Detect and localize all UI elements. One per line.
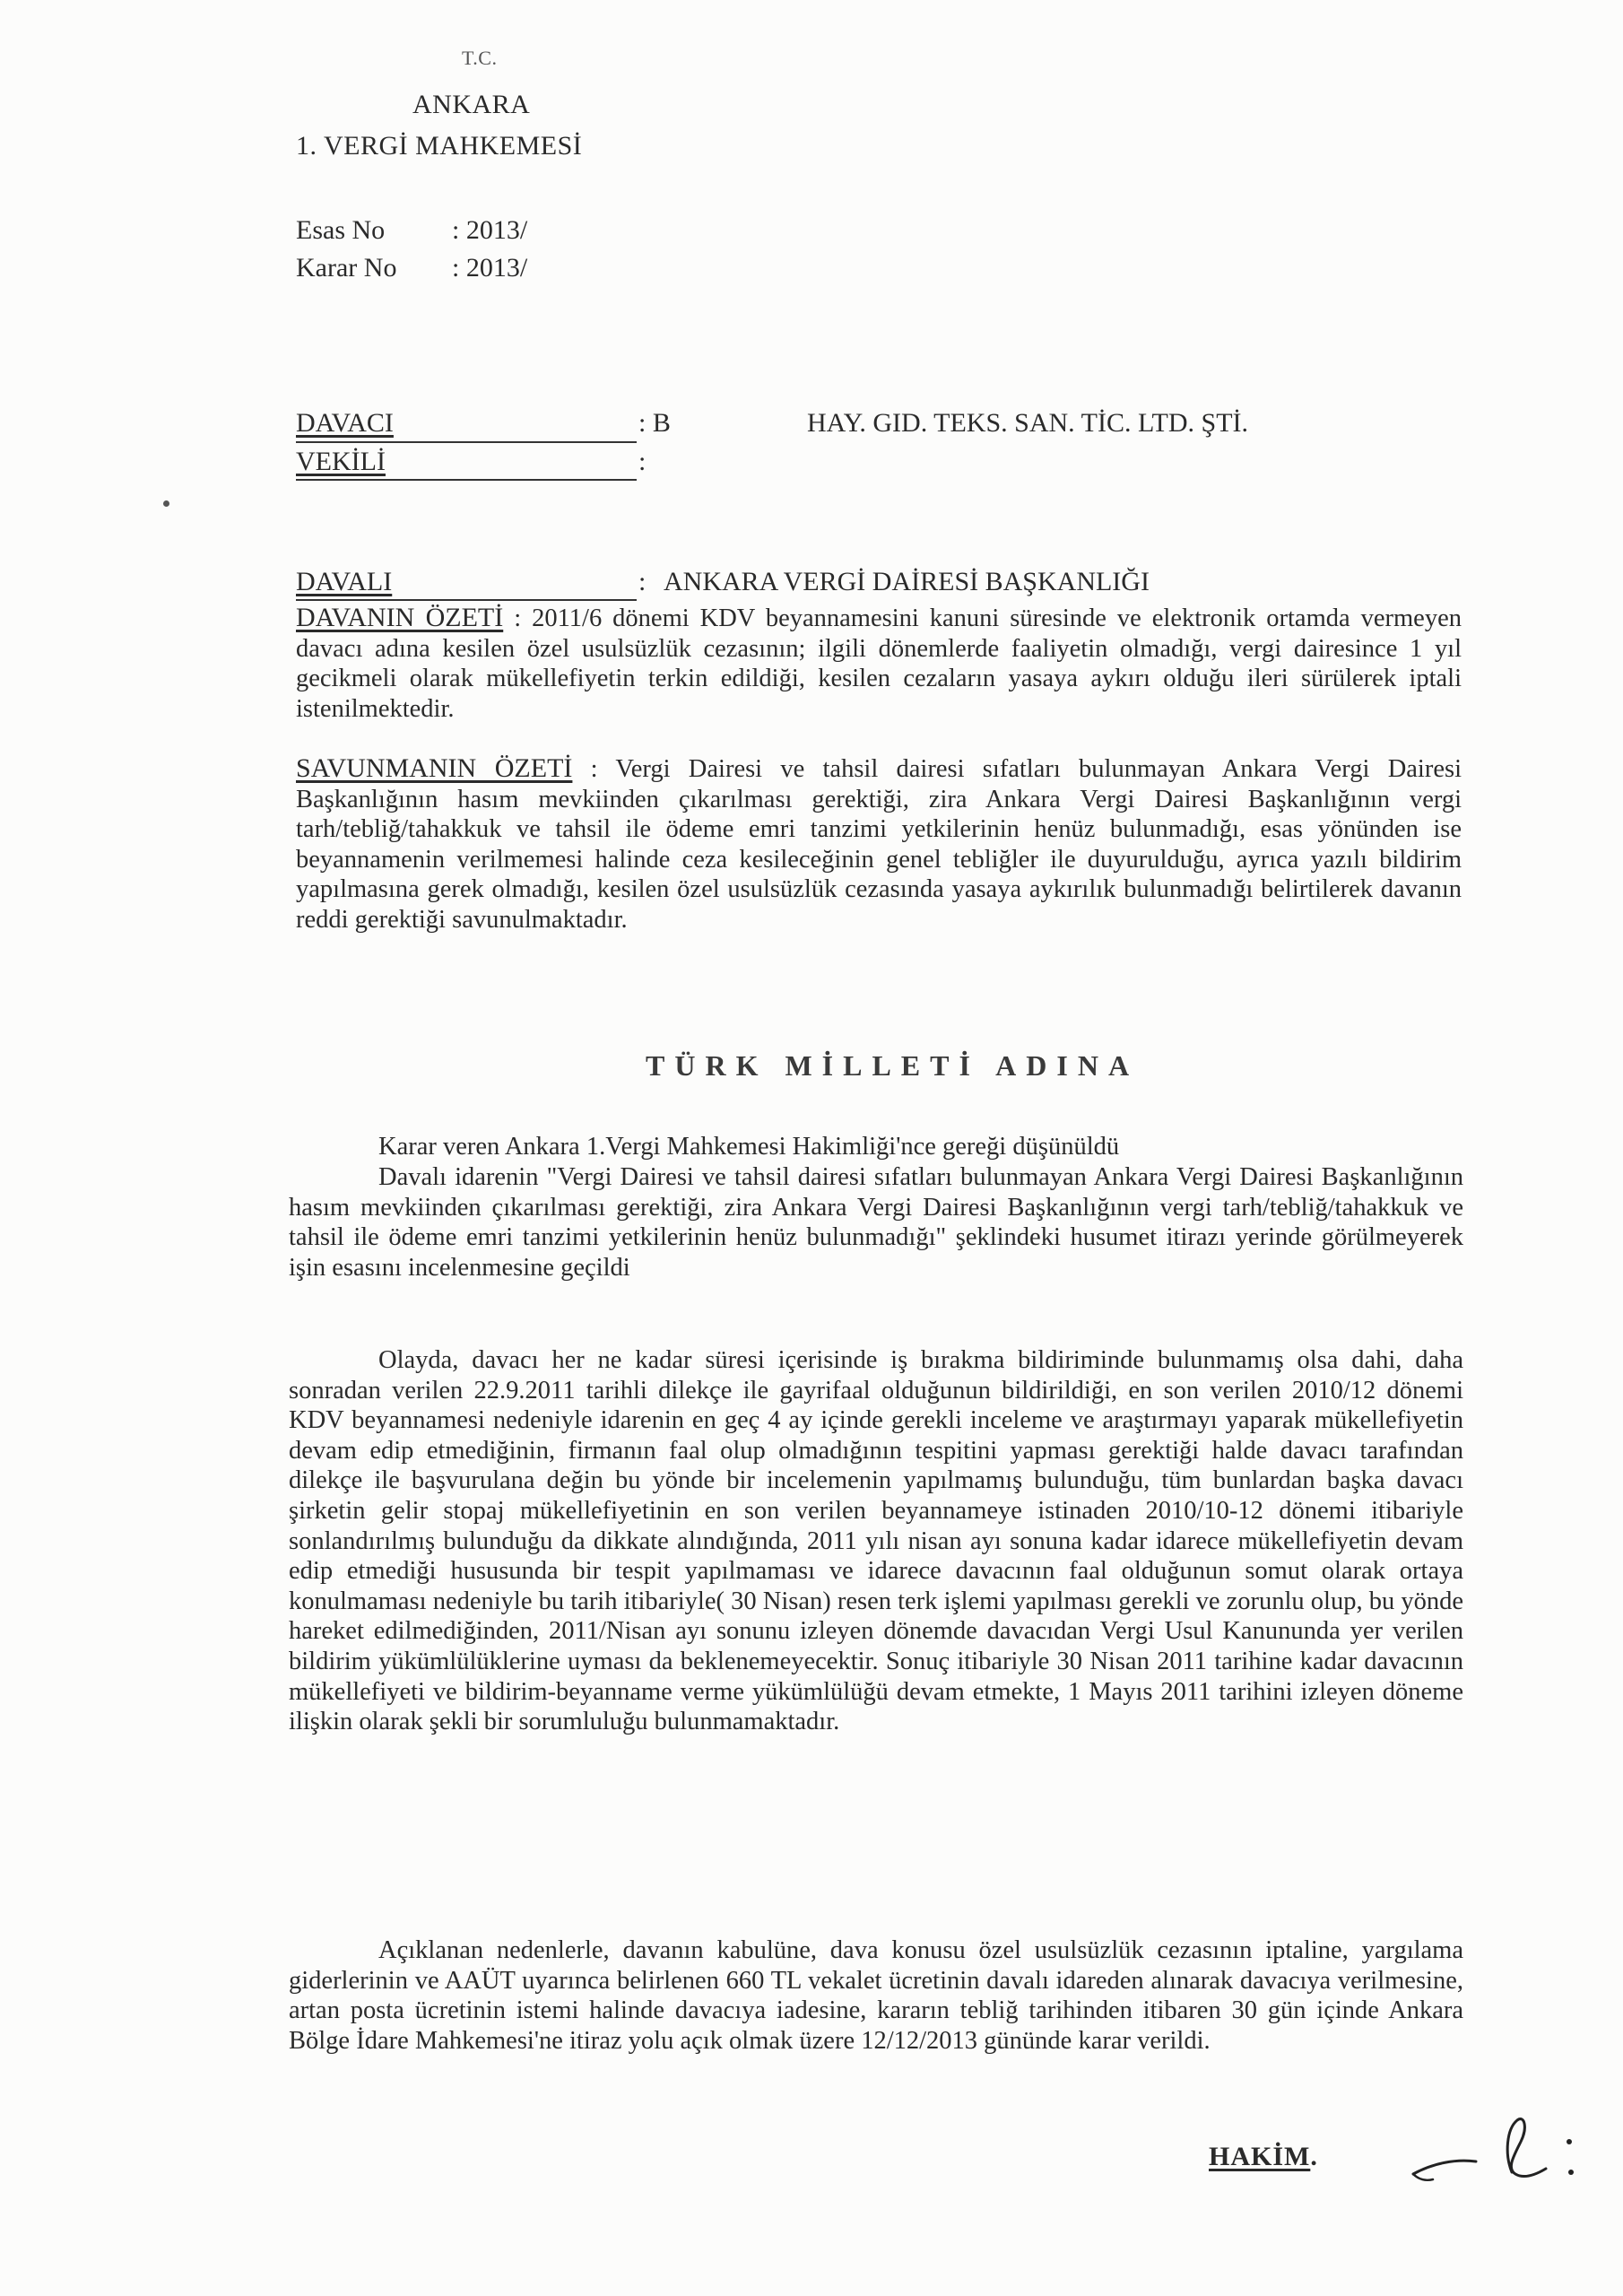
header-court: 1. VERGİ MAHKEMESİ xyxy=(296,131,583,161)
davaci-rule xyxy=(296,441,637,443)
vekili-rule xyxy=(296,479,637,481)
decision-paragraph-1 xyxy=(289,1132,1463,1162)
davanin-ozeti-colon: : xyxy=(503,604,533,632)
decision-paragraph-4-text: Açıklanan nedenlerle, davanın kabulüne, dava konusu özel usulsüzlük cezasının iptaline, yargılama giderlerinin ve AAÜT uyarınca belirlenen 660 TL vekalet ücretinin davalı idareden alınarak davacıya verilmesine, artan posta ücretinin istemi halinde davacıya iadesine, kararın tebliğ tarihinden itibaren 30 gün içinde Ankara Bölge İdare Mahkemesi'ne itiraz yolu açık olmak üzere 12/12/2013 gününde karar verildi. xyxy=(289,1936,1463,2055)
savunmanin-ozeti-text: Vergi Dairesi ve tahsil dairesi sıfatları bulunmayan Ankara Vergi Dairesi Başkanlığının hasım mevkiinden çıkarılması gerektiği, zira Ankara Vergi Dairesi Başkanlığının vergi tarh/tebliğ/tahakkuk ve tahsil ile ödeme emri tanzimi yetkilerinin henüz bulunmadığı, esas yönünden ise beyannamenin verilmemesi halinde ceza kesileceğinin genel tebliğler ile duyurulduğu, ayrıca yazılı bildirim yapılmasına gerek olmadığı, kesilen özel usulsüzlük cezasında yasaya aykırılık bulunmadığı belirtilerek davanın reddi gerektiği savunulmaktadır. xyxy=(296,755,1462,934)
davanin-ozeti-label: DAVANIN ÖZETİ xyxy=(296,603,504,632)
savunmanin-ozeti-label: SAVUNMANIN ÖZETİ xyxy=(296,753,573,783)
hakim-label-dot: . xyxy=(1310,2142,1318,2171)
decision-paragraph-1-text: Karar veren Ankara 1.Vergi Mahkemesi Hakimliği'nce gereği düşünüldü xyxy=(378,1133,1120,1161)
hakim-label-text: HAKİM xyxy=(1209,2142,1311,2171)
handwritten-signature xyxy=(1406,2109,1594,2199)
decision-paragraph-3 xyxy=(289,1345,1463,1737)
davaci-name: HAY. GID. TEKS. SAN. TİC. LTD. ŞTİ. xyxy=(807,408,1249,438)
header-tc: T.C. xyxy=(462,47,498,69)
davaci-label: DAVACI xyxy=(296,408,394,438)
davaci-colon: : B xyxy=(638,408,671,438)
vekili-colon: : xyxy=(638,447,647,476)
esas-no-label: Esas No xyxy=(296,215,386,245)
davali-name: ANKARA VERGİ DAİRESİ BAŞKANLIĞI xyxy=(664,567,1150,596)
decision-paragraph-3-text: Olayda, davacı her ne kadar süresi içerisinde iş bırakma bildiriminde bulunmamış olsa dahi, daha sonradan verilen 22.9.2011 tarihli dilekçe ile gayrifaal olduğunun bildirildiği, en son verilen 2010/12 dönemi KDV beyannamesi nedeniyle idarenin en geç 4 ay içinde gerekli inceleme ve araştırmayı yaparak mükellefiyetin devam edip etmediğinin, firmanın faal olup olmadığının tespitini yapması gerektiği halde davacı tarafından dilekçe ile başvurulana değin bu yönde bir incelemenin yapılmamış bulunduğu, tüm bunlardan başka davacı şirketin gelir stopaj mükellefiyetinin en son verilen beyannameye istinaden 2010/10-12 dönemi itibariyle sonlandırılmış bulunduğu da dikkate alındığında, 2011 yılı nisan ayı sonuna kadar idarece mükellefiyetin devam edip etmediği hususunda bir tespit yapılmaması ve idarece davacının faal olduğunun somut olarak ortaya konulmaması nedeniyle bu tarih itibariyle( 30 Nisan) resen terk işlemi yapılması gerekli ve zorunlu olup, bu yönde hareket edilmediğinden, 2011/Nisan ayı sonunu izleyen dönemde davacıdan Vergi Usul Kanununda yer verilen bildirim yükümlülüklerine uyması da beklenemeyecektir. Sonuç itibariyle 30 Nisan 2011 tarihine kadar davacının mükellefiyeti ve bildirim-beyanname verme yükümlülüğü devam etmekte, 1 Mayıs 2011 tarihini izleyen döneme ilişkin olarak şekli bir sorumluluğu bulunmamaktadır. xyxy=(289,1346,1463,1736)
savunmanin-ozeti-colon: : xyxy=(572,755,616,783)
davali-label: DAVALI xyxy=(296,567,393,596)
decision-title: TÜRK MİLLETİ ADINA xyxy=(646,1049,1140,1082)
davali-colon: : xyxy=(638,567,647,596)
davanin-ozeti-text: 2011/6 dönemi KDV beyannamesini kanuni süresinde ve elektronik ortamda vermeyen davacı adına kesilen özel usulsüzlük cezasının; ilgili dönemlerde faaliyetin olmadığı, vergi dairesince 1 yıl gecikmeli olarak mükellefiyetin terkin edildiği, kesilen cezaların yasaya aykırı olduğu ileri sürülerek iptali istenilmektedir. xyxy=(296,604,1462,723)
decision-paragraph-2-text: Davalı idarenin "Vergi Dairesi ve tahsil dairesi sıfatları bulunmayan Ankara Vergi Dairesi Başkanlığının hasım mevkiinden çıkarılması gerektiği, zira Ankara Vergi Dairesi Başkanlığının vergi tarh/tebliğ/tahakkuk ve tahsil ile ödeme emri tanzimi yetkilerinin henüz bulunmadığı" şeklindeki husumet itirazı yerinde görülmeyerek işin esasını incelenmesine geçildi xyxy=(289,1163,1463,1282)
karar-no-value: : 2013/ xyxy=(452,253,528,283)
esas-no-value: : 2013/ xyxy=(452,215,528,245)
scan-speck xyxy=(163,500,169,507)
savunmanin-ozeti-section xyxy=(296,753,1462,935)
decision-paragraph-4 xyxy=(289,1935,1463,2056)
header-city: ANKARA xyxy=(412,90,531,119)
davanin-ozeti-section xyxy=(296,603,1462,724)
hakim-label xyxy=(1209,2142,1318,2172)
decision-paragraph-2 xyxy=(289,1162,1463,1283)
karar-no-label: Karar No xyxy=(296,253,397,283)
davali-rule xyxy=(296,599,637,601)
vekili-label: VEKİLİ xyxy=(296,447,386,476)
